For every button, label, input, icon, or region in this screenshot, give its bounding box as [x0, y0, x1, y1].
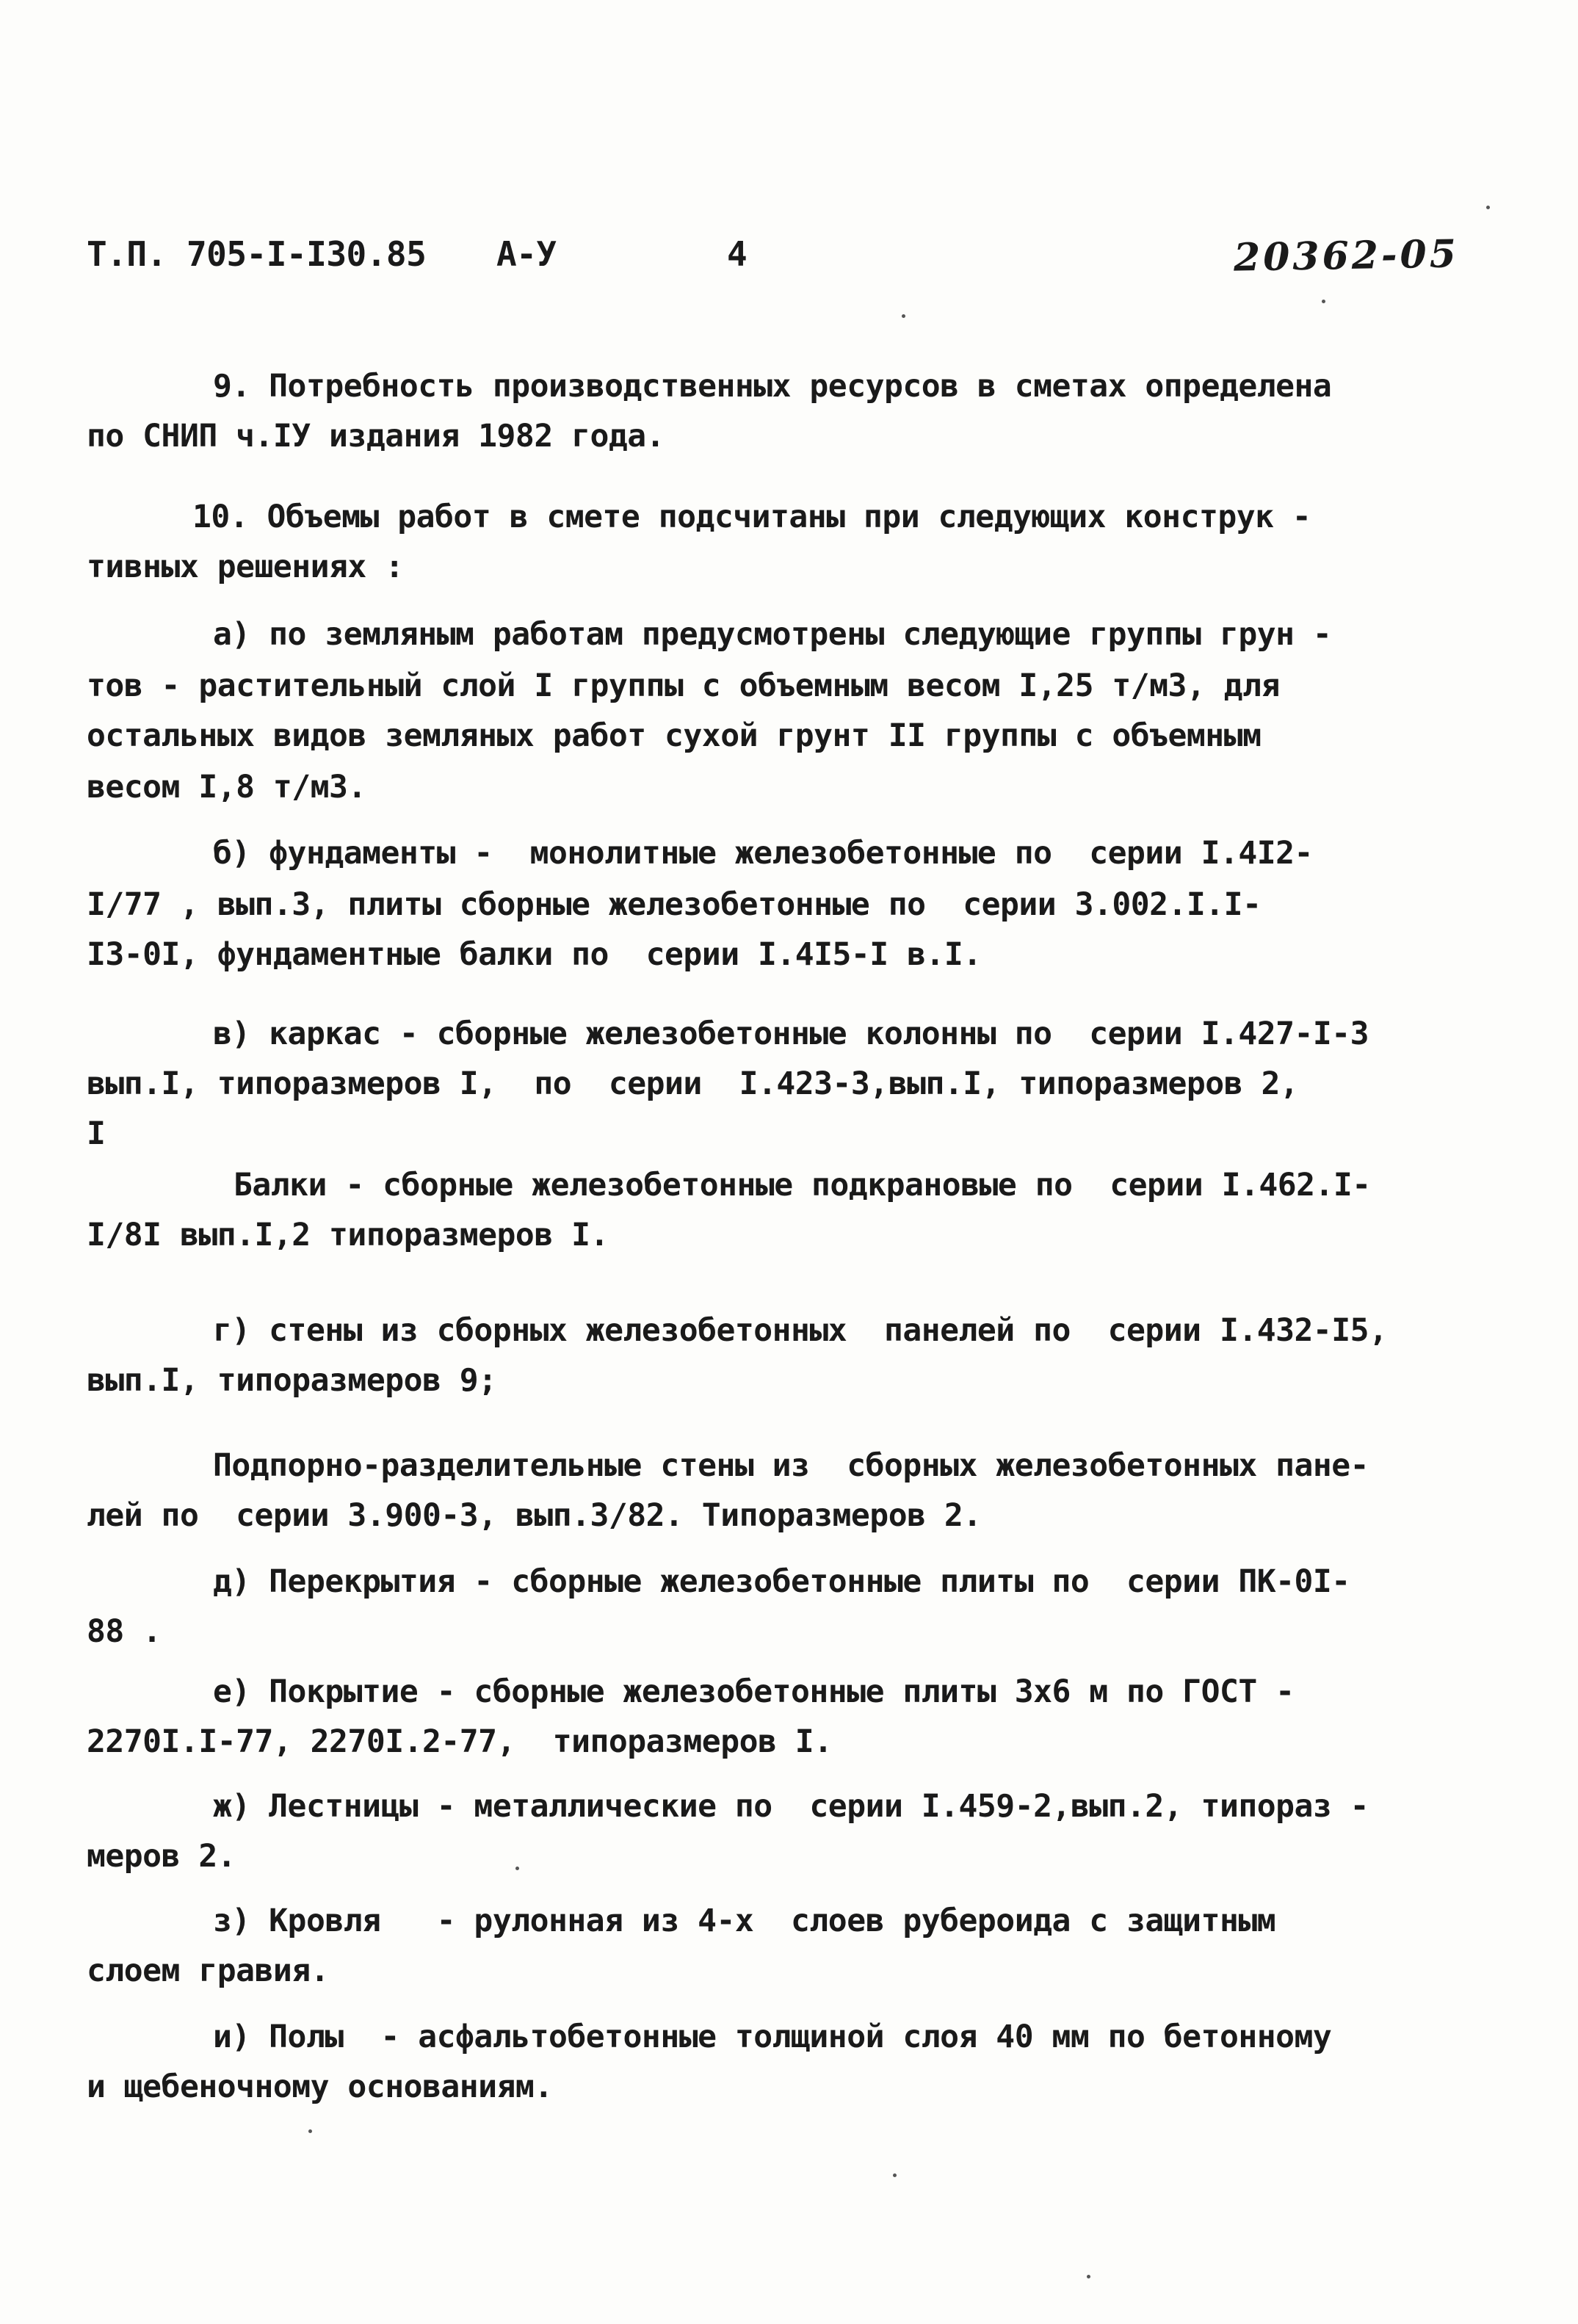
doc-series: А-У	[496, 234, 557, 274]
text-line: меров 2.	[87, 1838, 236, 1875]
text-line: Подпорно-разделительные стены из сборных железобетонных пане-	[213, 1447, 1369, 1484]
text-line: е) Покрытие - сборные железобетонные плиты 3х6 м по ГОСТ -	[213, 1673, 1295, 1710]
text-line: и щебеночному основаниям.	[87, 2068, 553, 2105]
text-line: з) Кровля - рулонная из 4-х слоев рубероида с защитным	[213, 1903, 1276, 1939]
text-line: I3-0I, фундаментные балки по серии I.4I5-I в.I.	[87, 936, 982, 973]
scan-speck	[902, 314, 905, 318]
doc-code: Т.П. 705-I-I30.85	[87, 234, 427, 274]
page-number: 4	[727, 234, 748, 274]
text-line: г) стены из сборных железобетонных панелей по серии I.432-I5,	[213, 1312, 1388, 1349]
text-line: б) фундаменты - монолитные железобетонные по серии I.4I2-	[213, 835, 1313, 872]
text-line: ж) Лестницы - металлические по серии I.459-2,вып.2, типораз -	[213, 1788, 1369, 1825]
scan-speck	[308, 2129, 312, 2133]
text-line: вып.I, типоразмеров 9;	[87, 1362, 497, 1399]
text-line: в) каркас - сборные железобетонные колонны по серии I.427-I-3	[213, 1016, 1369, 1052]
text-line: I/77 , вып.3, плиты сборные железобетонные по серии 3.002.I.I-	[87, 886, 1262, 923]
text-line: Балки - сборные железобетонные подкрановые по серии I.462.I-	[234, 1167, 1371, 1203]
text-line: и) Полы - асфальтобетонные толщиной слоя 40 мм по бетонному	[213, 2019, 1332, 2055]
scan-speck	[1486, 206, 1490, 209]
text-line: 2270I.I-77, 2270I.2-77, типоразмеров I.	[87, 1723, 833, 1760]
text-line: а) по земляным работам предусмотрены следующие группы грун -	[213, 616, 1332, 653]
text-line: остальных видов земляных работ сухой грунт II группы с объемным	[87, 717, 1262, 754]
text-line: 88 .	[87, 1613, 162, 1650]
text-line: по СНИП ч.IУ издания 1982 года.	[87, 418, 665, 455]
text-line: д) Перекрытия - сборные железобетонные плиты по серии ПК-0I-	[213, 1563, 1350, 1600]
text-line: весом I,8 т/м3.	[87, 769, 366, 806]
scan-speck	[1322, 300, 1325, 303]
scan-speck	[893, 2173, 897, 2177]
text-line: I/8I вып.I,2 типоразмеров I.	[87, 1217, 609, 1253]
text-line: 10. Объемы работ в смете подсчитаны при следующих конструк -	[192, 499, 1311, 535]
text-line: вып.I, типоразмеров I, по серии I.423-3,вып.I, типоразмеров 2,	[87, 1065, 1299, 1102]
scan-speck	[1087, 2275, 1090, 2278]
scan-speck	[515, 1867, 519, 1870]
text-line: тивных решениях :	[87, 549, 404, 585]
text-line: I	[87, 1115, 106, 1152]
text-line: тов - растительный слой I группы с объемным весом I,25 т/м3, для	[87, 667, 1280, 704]
text-line: слоем гравия.	[87, 1952, 330, 1989]
archive-number: 20362-05	[1233, 231, 1460, 280]
text-line: лей по серии 3.900-3, вып.3/82. Типоразмеров 2.	[87, 1497, 982, 1534]
text-line: 9. Потребность производственных ресурсов в сметах определена	[213, 368, 1332, 405]
